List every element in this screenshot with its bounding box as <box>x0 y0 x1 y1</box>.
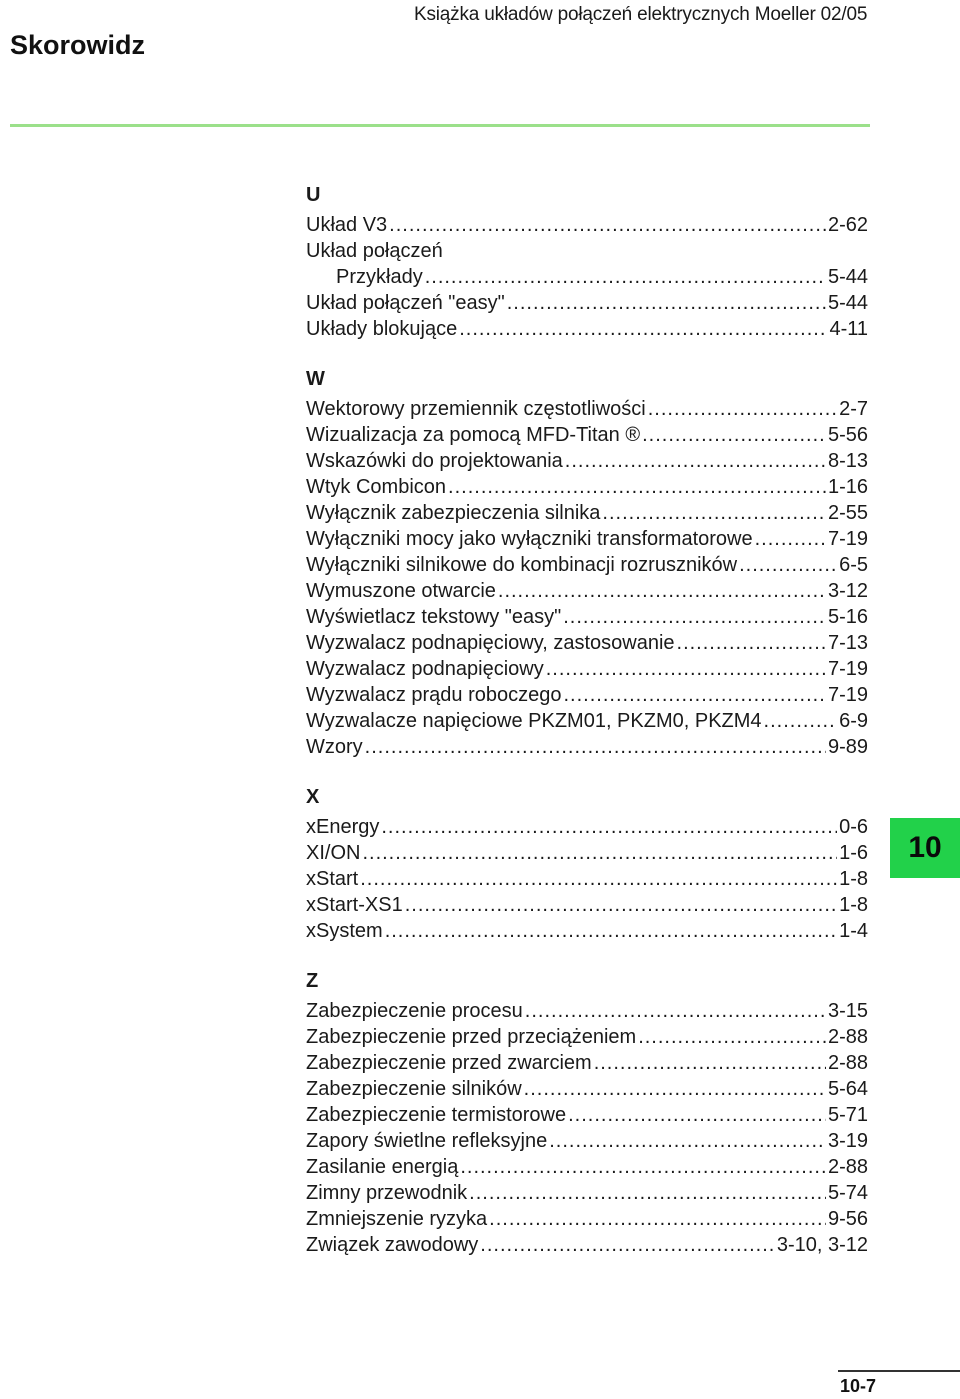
index-entry <box>306 290 868 316</box>
header-divider <box>10 124 870 127</box>
index-term: Wyzwalacze napięciowe PKZM01, PKZM0, PKZM4 <box>306 710 762 732</box>
index-page-ref: 9-56 <box>827 1208 868 1230</box>
index-page-ref: 7-19 <box>827 658 868 680</box>
index-entry <box>306 604 868 630</box>
index-entry <box>306 1206 868 1232</box>
index-term: Układ połączeń "easy" <box>306 292 505 314</box>
index-page-ref: 1-8 <box>839 894 868 916</box>
index-entry <box>306 264 868 290</box>
index-term: Zabezpieczenie przed zwarciem <box>306 1052 592 1074</box>
index-page-ref: 2-7 <box>839 398 868 420</box>
index-entry <box>306 1102 868 1128</box>
index-term: Układ V3 <box>306 214 388 236</box>
index-page-ref: 0-6 <box>839 816 868 838</box>
index-entry <box>306 1050 868 1076</box>
index-entry <box>306 814 868 840</box>
index-entry <box>306 578 868 604</box>
dot-leader <box>739 552 837 578</box>
index-page-ref: 3-10, 3-12 <box>776 1234 868 1256</box>
dot-leader <box>524 1076 826 1102</box>
index-term: Zabezpieczenie silników <box>306 1078 522 1100</box>
index-term: Zimny przewodnik <box>306 1182 468 1204</box>
index-term: XI/ON <box>306 842 361 864</box>
index-term: Wektorowy przemiennik częstotliwości <box>306 398 646 420</box>
index-list <box>306 182 868 1282</box>
index-term: Zasilanie energią <box>306 1156 459 1178</box>
index-page-ref: 7-13 <box>827 632 868 654</box>
dot-leader <box>385 918 837 944</box>
footer-divider <box>838 1370 960 1372</box>
dot-leader <box>498 578 826 604</box>
dot-leader <box>565 448 826 474</box>
index-entry <box>306 316 868 342</box>
index-page-ref: 6-9 <box>839 710 868 732</box>
index-page-ref: 1-8 <box>839 868 868 890</box>
index-group <box>306 182 868 342</box>
index-term: Zabezpieczenie termistorowe <box>306 1104 567 1126</box>
index-group <box>306 784 868 944</box>
index-term: xStart <box>306 868 359 890</box>
index-page-ref: 2-88 <box>827 1156 868 1178</box>
index-entry <box>306 1180 868 1206</box>
page-number: 10-7 <box>840 1376 877 1396</box>
index-page-ref: 7-19 <box>827 684 868 706</box>
index-entry <box>306 892 868 918</box>
dot-leader <box>381 814 837 840</box>
index-term: Układ połączeń <box>306 240 443 262</box>
index-page-ref: 7-19 <box>827 528 868 550</box>
index-entry <box>306 396 868 422</box>
index-entry <box>306 212 868 238</box>
dot-leader <box>549 1128 826 1154</box>
index-entry <box>306 840 868 866</box>
index-entry <box>306 422 868 448</box>
book-title: Książka układów połączeń elektrycznych Moeller 02/05 <box>414 4 868 25</box>
index-entry <box>306 238 868 264</box>
index-page-ref: 2-55 <box>827 502 868 524</box>
dot-leader <box>677 630 826 656</box>
dot-leader <box>389 212 826 238</box>
index-entry <box>306 474 868 500</box>
dot-leader <box>546 656 826 682</box>
index-page-ref: 2-88 <box>827 1052 868 1074</box>
index-page-ref: 5-44 <box>827 266 868 288</box>
index-page-ref: 5-16 <box>827 606 868 628</box>
index-page-ref: 5-71 <box>827 1104 868 1126</box>
index-term: Wskazówki do projektowania <box>306 450 563 472</box>
dot-leader <box>764 708 838 734</box>
index-page-ref: 9-89 <box>827 736 868 758</box>
dot-leader <box>507 290 826 316</box>
dot-leader <box>480 1232 775 1258</box>
dot-leader <box>365 734 826 760</box>
index-entry <box>306 734 868 760</box>
index-term: Wyłącznik zabezpieczenia silnika <box>306 502 601 524</box>
dot-leader <box>642 422 826 448</box>
index-entry <box>306 708 868 734</box>
index-entry <box>306 866 868 892</box>
index-term: Układy blokujące <box>306 318 458 340</box>
index-page-ref: 3-12 <box>827 580 868 602</box>
dot-leader <box>459 316 827 342</box>
index-group <box>306 366 868 760</box>
index-entry <box>306 500 868 526</box>
index-page-ref: 8-13 <box>827 450 868 472</box>
index-term: Wzory <box>306 736 363 758</box>
index-term: xSystem <box>306 920 383 942</box>
index-term: Zabezpieczenie procesu <box>306 1000 523 1022</box>
index-term: Wyzwalacz podnapięciowy, zastosowanie <box>306 632 675 654</box>
index-page-ref: 5-44 <box>827 292 868 314</box>
index-term: Przykłady <box>336 266 423 288</box>
index-letter-heading: X <box>306 786 320 808</box>
index-entry <box>306 1232 868 1258</box>
index-entry <box>306 1024 868 1050</box>
index-page-ref: 5-56 <box>827 424 868 446</box>
dot-leader <box>360 866 837 892</box>
index-term: Wymuszone otwarcie <box>306 580 496 602</box>
dot-leader <box>460 1154 826 1180</box>
index-term: Zmniejszenie ryzyka <box>306 1208 488 1230</box>
index-page-ref: 2-62 <box>827 214 868 236</box>
index-entry <box>306 552 868 578</box>
index-entry <box>306 1128 868 1154</box>
index-page-ref: 5-74 <box>827 1182 868 1204</box>
index-page-ref: 3-15 <box>827 1000 868 1022</box>
index-page-ref: 6-5 <box>839 554 868 576</box>
index-letter-heading: Z <box>306 970 319 992</box>
index-term: xEnergy <box>306 816 380 838</box>
index-entry <box>306 630 868 656</box>
index-entry <box>306 656 868 682</box>
dot-leader <box>563 604 826 630</box>
index-term: Wyświetlacz tekstowy "easy" <box>306 606 562 628</box>
index-group <box>306 968 868 1258</box>
index-term: Wyzwalacz prądu roboczego <box>306 684 562 706</box>
index-page-ref: 1-6 <box>839 842 868 864</box>
dot-leader <box>648 396 837 422</box>
index-term: Wyłączniki silnikowe do kombinacji rozruszników <box>306 554 738 576</box>
index-page-ref: 5-64 <box>827 1078 868 1100</box>
dot-leader <box>638 1024 826 1050</box>
index-page-ref: 4-11 <box>829 318 868 340</box>
dot-leader <box>602 500 826 526</box>
dot-leader <box>405 892 837 918</box>
index-entry <box>306 1076 868 1102</box>
index-entry <box>306 448 868 474</box>
index-page-ref: 1-16 <box>827 476 868 498</box>
dot-leader <box>568 1102 826 1128</box>
dot-leader <box>469 1180 826 1206</box>
dot-leader <box>425 264 826 290</box>
dot-leader <box>362 840 837 866</box>
index-term: Wyzwalacz podnapięciowy <box>306 658 544 680</box>
index-term: xStart-XS1 <box>306 894 403 916</box>
index-page-ref: 3-19 <box>827 1130 868 1152</box>
index-entry <box>306 682 868 708</box>
index-letter-heading: W <box>306 368 325 390</box>
index-letter-heading: U <box>306 184 321 206</box>
index-page-ref: 1-4 <box>839 920 868 942</box>
dot-leader <box>594 1050 826 1076</box>
index-entry <box>306 1154 868 1180</box>
index-term: Wtyk Combicon <box>306 476 447 498</box>
section-title: Skorowidz <box>10 30 146 60</box>
dot-leader <box>755 526 826 552</box>
index-entry <box>306 918 868 944</box>
dot-leader <box>489 1206 826 1232</box>
dot-leader <box>448 474 826 500</box>
index-entry <box>306 526 868 552</box>
dot-leader <box>564 682 826 708</box>
index-term: Wyłączniki mocy jako wyłączniki transformatorowe <box>306 528 753 550</box>
index-page-ref: 2-88 <box>827 1026 868 1048</box>
index-term: Związek zawodowy <box>306 1234 479 1256</box>
index-entry <box>306 998 868 1024</box>
dot-leader <box>525 998 826 1024</box>
index-term: Zapory świetlne refleksyjne <box>306 1130 548 1152</box>
chapter-tab: 10 <box>890 818 960 878</box>
index-term: Wizualizacja za pomocą MFD-Titan ® <box>306 424 641 446</box>
index-term: Zabezpieczenie przed przeciążeniem <box>306 1026 637 1048</box>
